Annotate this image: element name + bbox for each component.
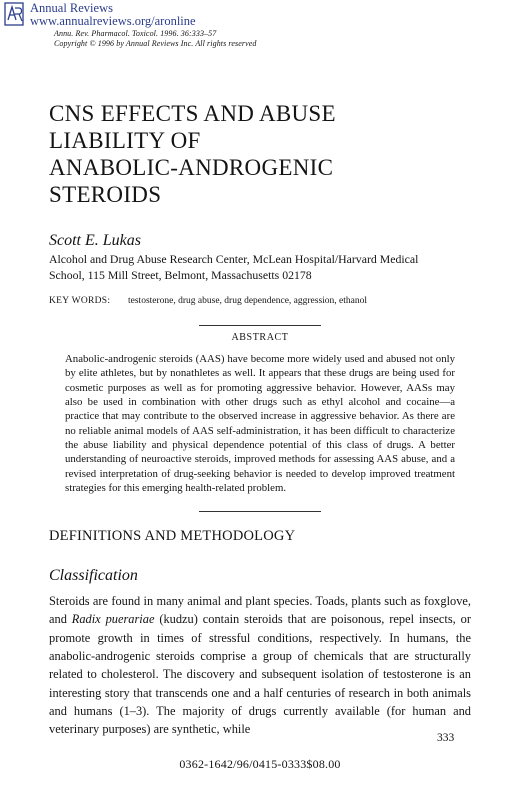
body-paragraph bbox=[49, 592, 471, 739]
keywords-list: testosterone, drug abuse, drug dependence, aggression, ethanol bbox=[128, 296, 368, 306]
abstract-bottom-rule bbox=[199, 511, 321, 512]
paragraph-text: Steroids are found in many animal and plant species. Toads, plants such as foxglove, and bbox=[49, 594, 471, 627]
abstract-text: Anabolic-androgenic steroids (AAS) have become more widely used and abused not only by elite athletes, but by nonathletes as well. It appears that these drugs are being used for cosmetic purposes as well as for promoting aggressive behavior. However, AASs may also be used in combination with other drugs such as ethyl alcohol and cocaine—a practice that may contribute to the observed increase in aggressive behavior. As there are no reliable animal models of AAS self-administration, it has been difficult to characterize the abuse liability and physical dependence potential of this class of drugs. A better understanding of neuroactive steroids, improved methods for assessing AAS abuse, and a revised interpretation of drug-seeking behavior is needed to develop improved treatment strategies for this emerging health-related problem. bbox=[65, 353, 455, 495]
article-title bbox=[49, 100, 409, 208]
abstract-heading: ABSTRACT bbox=[231, 332, 289, 343]
section-heading: DEFINITIONS AND METHODOLOGY bbox=[49, 528, 296, 544]
author-affiliation bbox=[49, 251, 469, 283]
keywords-label: KEY WORDS: bbox=[49, 296, 111, 306]
publisher-url-link[interactable]: www.annualreviews.org/aronline bbox=[30, 14, 196, 28]
author-name: Scott E. Lukas bbox=[49, 232, 141, 249]
paragraph-text: (kudzu) contain steroids that are poisonous, repel insects, or promote growth in times of stressful conditions, respectively. In humans, the anabolic-androgenic steroids comprise a group of chemicals that are structurally related to cholesterol. The discovery and subsequent isolation of testosterone is an interesting story that transcends one and a half centuries of research in both animals and humans (1–3). The majority of drugs currently available (for human and veterinary purposes) are synthetic, while bbox=[49, 612, 471, 737]
subsection-heading: Classification bbox=[49, 567, 138, 584]
title-line: CNS EFFECTS AND ABUSE bbox=[49, 101, 336, 126]
affiliation-line: Alcohol and Drug Abuse Research Center, McLean Hospital/Harvard Medical bbox=[49, 252, 419, 266]
affiliation-line: School, 115 Mill Street, Belmont, Massachusetts 02178 bbox=[49, 268, 312, 282]
annual-reviews-logo bbox=[4, 2, 24, 26]
abstract-top-rule bbox=[199, 325, 321, 326]
species-name: Radix puerariae bbox=[71, 612, 155, 627]
title-line: STEROIDS bbox=[49, 182, 162, 207]
journal-citation: Annu. Rev. Pharmacol. Toxicol. 1996. 36:333–57 bbox=[54, 29, 217, 38]
title-line: ANABOLIC-ANDROGENIC bbox=[49, 155, 334, 180]
publisher-name[interactable]: Annual Reviews bbox=[30, 1, 113, 15]
copyright-notice: Copyright © 1996 by Annual Reviews Inc. All rights reserved bbox=[54, 39, 257, 48]
article-code: 0362-1642/96/0415-0333$08.00 bbox=[179, 757, 341, 771]
title-line: LIABILITY OF bbox=[49, 128, 201, 153]
page-number: 333 bbox=[437, 732, 455, 744]
